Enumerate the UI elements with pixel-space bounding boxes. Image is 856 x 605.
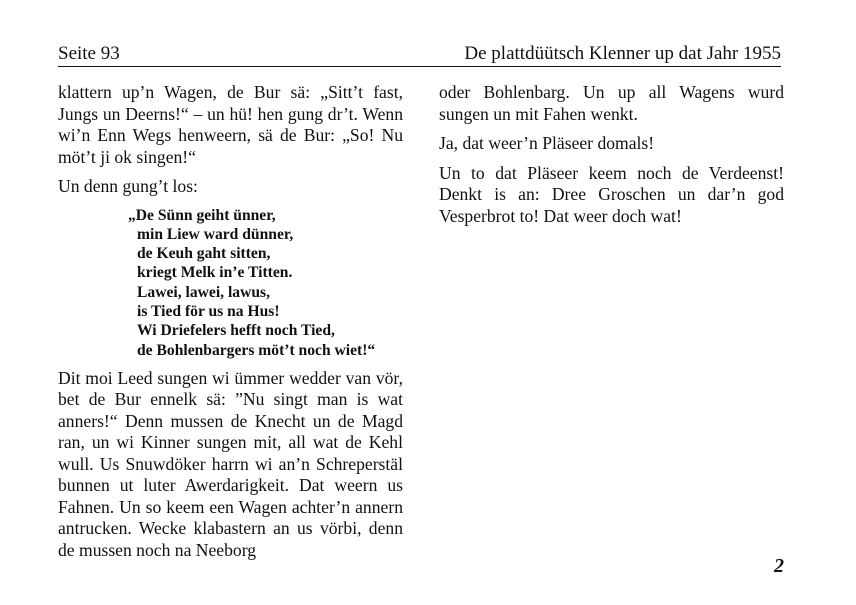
poem-line-7: Wi Driefelers hefft noch Tied, [137,322,335,340]
poem-line-5: Lawei, lawei, lawus, [137,283,270,301]
poem-line-1: „De Sünn geiht ünner, [128,206,276,224]
left-paragraph-2: Un denn gung’t los: [58,176,198,196]
header-page-label: Seite 93 [58,43,120,64]
page-number: 2 [774,555,784,577]
left-paragraph-3: Dit moi Leed sungen wi ümmer wedder van vör, bet de Bur ennelk sä: ”Nu singt man is wat anners!“ Denn mussen de Knecht un de Magd ran, un wi Kinner sungen mit, all wat de Kehl wull. Us Snuwdöker harrn wi an’n Schreperstäl bunnen ut luter Awerdarigkeit. Dat weern us Fahnen. Un so keem een Wagen achter’n annern antrucken. Wecke klabastern an us vörbi, denn de mussen noch na Neeborg [58,367,403,560]
header-divider [58,66,781,67]
left-column [58,82,403,569]
poem-line-2: min Liew ward dünner, [137,225,294,243]
poem [128,206,403,360]
right-paragraph-3: Un to dat Pläseer keem noch de Verdeenst! Denkt is an: Dree Groschen un dar’n god Vesperbrot to! Dat weer doch wat! [439,162,784,226]
right-paragraph-2: Ja, dat weer’n Pläseer domals! [439,133,655,153]
poem-line-4: kriegt Melk in’e Titten. [137,264,293,282]
right-paragraph-1: oder Bohlenbarg. Un up all Wagens wurd sungen un mit Fahen wenkt. [439,82,784,124]
poem-line-3: de Keuh gaht sitten, [137,245,271,263]
header-title: De plattdüütsch Klenner up dat Jahr 1955 [464,43,781,64]
poem-line-6: is Tied för us na Hus! [137,302,280,320]
left-paragraph-1: klattern up’n Wagen, de Bur sä: „Sitt’t fast, Jungs un Deerns!“ – un hü! hen gung dr’t. Wenn wi’n Enn Wegs henweern, sä de Bur: „So! Nu möt’t ji ok singen!“ [58,82,403,167]
right-column [439,82,784,235]
poem-line-8: de Bohlenbargers möt’t noch wiet!“ [137,341,376,359]
